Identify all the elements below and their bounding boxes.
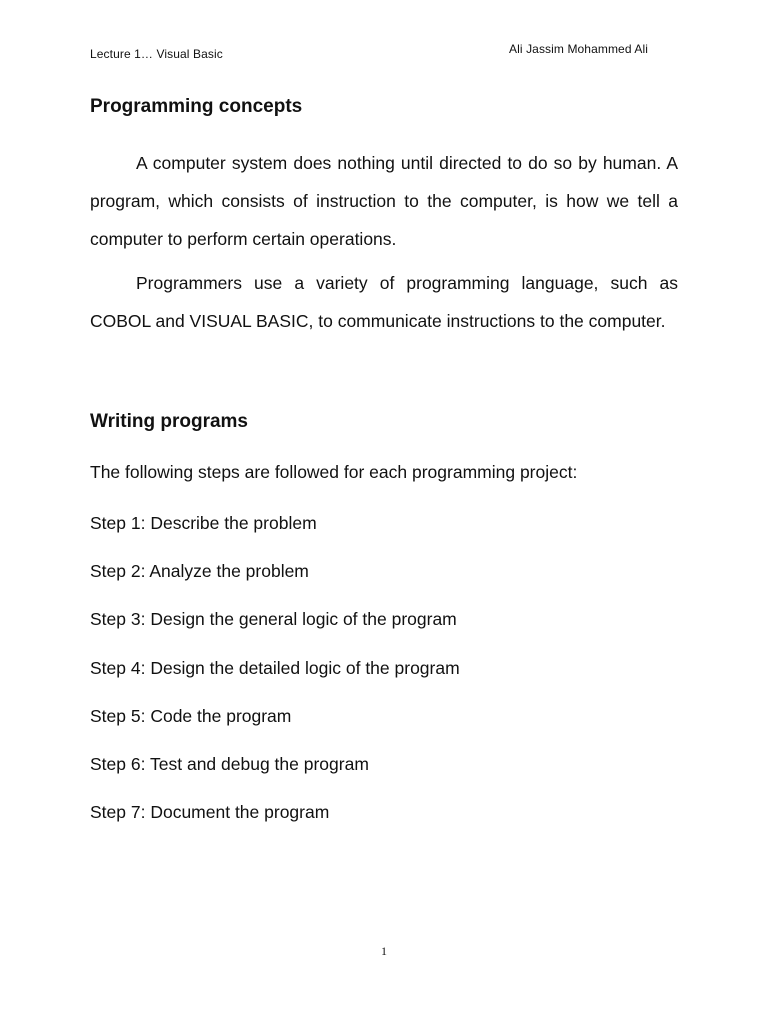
paragraph-text: Programmers use a variety of programming language, such as COBOL and VISUAL BASIC, to communicate instructions to the computer.	[90, 273, 678, 331]
steps-intro: The following steps are followed for each programming project:	[90, 462, 578, 482]
step-item: Step 2: Analyze the problem	[90, 561, 309, 582]
step-item: Step 5: Code the program	[90, 705, 292, 726]
page-number: 1	[381, 944, 387, 958]
header-lecture-title: Lecture 1… Visual Basic	[90, 47, 223, 61]
step-item: Step 4: Design the detailed logic of the program	[90, 657, 460, 678]
paragraph-computer-system	[90, 144, 678, 258]
steps-list	[90, 511, 460, 848]
section-heading-programming-concepts: Programming concepts	[90, 96, 303, 117]
step-item: Step 7: Document the program	[90, 802, 330, 823]
paragraph-text: A computer system does nothing until directed to do so by human. A program, which consists of instruction to the computer, is how we tell a computer to perform certain operations.	[90, 153, 678, 249]
step-item: Step 6: Test and debug the program	[90, 753, 369, 774]
paragraph-programmers	[90, 264, 678, 340]
step-item: Step 1: Describe the problem	[90, 513, 317, 533]
step-item: Step 3: Design the general logic of the program	[90, 609, 457, 630]
section-heading-writing-programs: Writing programs	[90, 411, 248, 432]
header-author: Ali Jassim Mohammed Ali	[509, 42, 649, 56]
